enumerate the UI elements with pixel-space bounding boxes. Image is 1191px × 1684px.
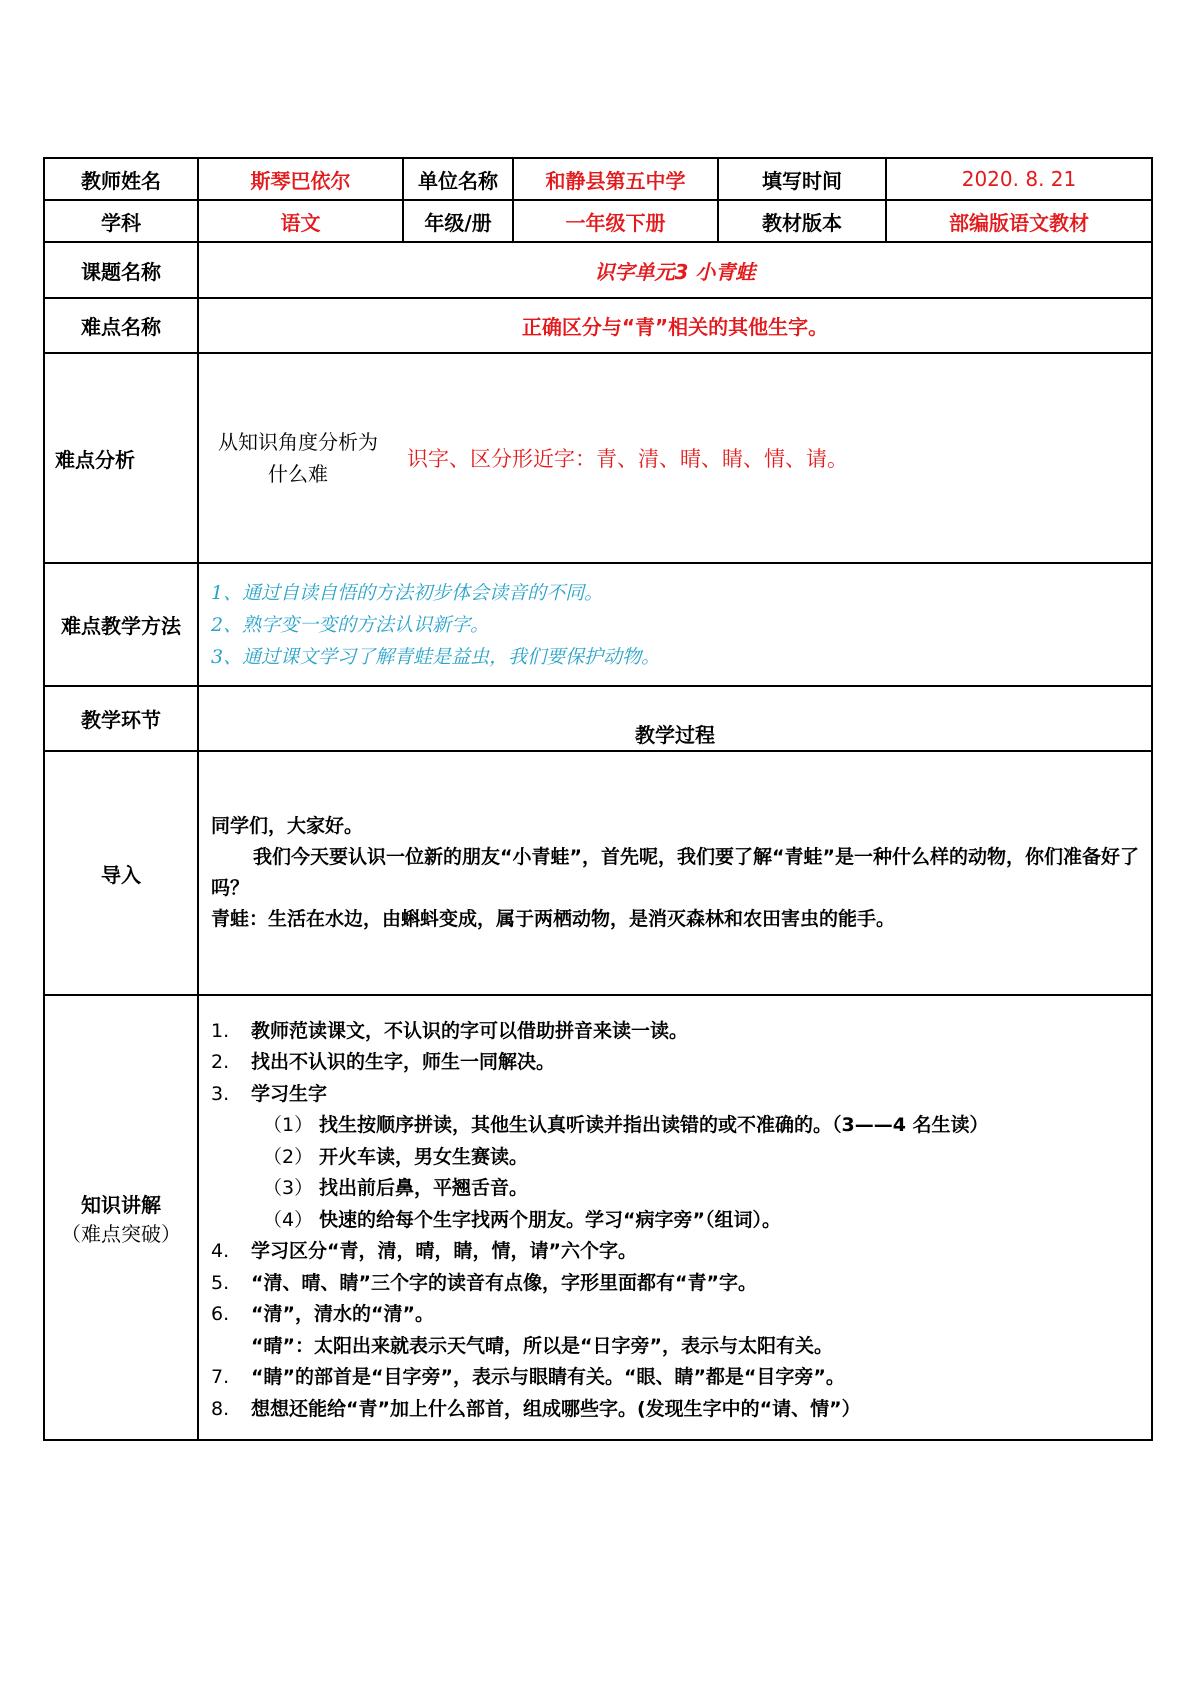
methods-label: 难点教学方法: [44, 563, 198, 686]
analysis-sub-label-line1: 从知识角度分析为: [218, 430, 378, 454]
teacher-value: 斯琴巴依尔: [198, 158, 403, 200]
topic-value: 识字单元3 小青蛙: [198, 242, 1152, 298]
analysis-label: 难点分析: [44, 353, 198, 563]
step-text: 想想还能给“青”加上什么部首，组成哪些字。(发现生字中的“请、情”）: [251, 1397, 861, 1420]
topic-row: [44, 242, 1152, 298]
intro-row: [44, 751, 1152, 995]
step-number: 3.: [211, 1082, 230, 1105]
grade-label: 年级/册: [403, 200, 513, 242]
step-number: 5.: [211, 1271, 230, 1294]
analysis-sub-label: [199, 354, 397, 562]
step-number: 1.: [211, 1019, 230, 1042]
lesson-plan-table: [43, 157, 1153, 1441]
knowledge-label-line1: 知识讲解: [81, 1192, 161, 1217]
teacher-label: 教师姓名: [44, 158, 198, 200]
step-continuation: “晴”：太阳出来就表示天气晴，所以是“日字旁”，表示与太阳有关。: [251, 1334, 833, 1357]
step-text: 教师范读课文，不认识的字可以借助拼音来读一读。: [251, 1019, 689, 1042]
knowledge-label: [44, 995, 198, 1440]
analysis-value: 识字、区分形近字：青、清、晴、睛、情、请。: [407, 447, 848, 471]
step-text: “清、晴、睛”三个字的读音有点像，字形里面都有“青”字。: [251, 1271, 757, 1294]
method-item: 1、通过自读自悟的方法初步体会读音的不同。: [211, 581, 604, 604]
knowledge-row: [44, 995, 1152, 1440]
analysis-cell: [198, 353, 1152, 563]
intro-content: [198, 751, 1152, 995]
step-item: [211, 1016, 1139, 1048]
substep-item: [211, 1110, 1139, 1142]
intro-line: 同学们，大家好。: [211, 815, 364, 837]
process-value: 教学过程: [198, 686, 1152, 751]
grade-value: 一年级下册: [513, 200, 718, 242]
header-row-2: [44, 200, 1152, 242]
analysis-sub-label-line2: 什么难: [268, 462, 328, 486]
edition-value: 部编版语文教材: [886, 200, 1152, 242]
knowledge-label-line2: （难点突破）: [61, 1221, 181, 1246]
step-text: 学习生字: [251, 1082, 328, 1105]
methods-row: [44, 563, 1152, 686]
topic-label: 课题名称: [44, 242, 198, 298]
step-text: “清”，清水的“清”。: [251, 1303, 434, 1326]
difficulty-label: 难点名称: [44, 298, 198, 353]
substep-item: [211, 1142, 1139, 1174]
substep-number: （2）: [263, 1145, 314, 1168]
step-text: “睛”的部首是“目字旁”，表示与眼睛有关。“眼、睛”都是“目字旁”。: [251, 1366, 845, 1389]
step-number: 7.: [211, 1366, 230, 1389]
substep-text: 找出前后鼻，平翘舌音。: [319, 1177, 529, 1200]
step-item: [211, 1236, 1139, 1268]
date-label: 填写时间: [718, 158, 886, 200]
method-item: 3、通过课文学习了解青蛙是益虫，我们要保护动物。: [211, 645, 661, 668]
unit-label: 单位名称: [403, 158, 513, 200]
intro-line: 我们今天要认识一位新的朋友“小青蛙”，首先呢，我们要了解“青蛙”是一种什么样的动物，你们准备好了吗？: [211, 846, 1139, 899]
step-number: 4.: [211, 1240, 230, 1263]
step-text: 找出不认识的生字，师生一同解决。: [251, 1051, 556, 1074]
subject-value: 语文: [198, 200, 403, 242]
step-item: [211, 1268, 1139, 1300]
step-text: 学习区分“青，清，晴，睛，情，请”六个字。: [251, 1240, 637, 1263]
intro-line: 青蛙：生活在水边，由蝌蚪变成，属于两栖动物，是消灭森林和农田害虫的能手。: [211, 908, 896, 930]
step-number: 8.: [211, 1397, 230, 1420]
process-label: 教学环节: [44, 686, 198, 751]
step-item: [211, 1047, 1139, 1079]
step-item: [211, 1079, 1139, 1111]
step-number: 6.: [211, 1303, 230, 1326]
process-row: [44, 686, 1152, 751]
substep-text: 开火车读，男女生赛读。: [319, 1145, 529, 1168]
subject-label: 学科: [44, 200, 198, 242]
knowledge-steps: [198, 995, 1152, 1440]
unit-value: 和静县第五中学: [513, 158, 718, 200]
step-item: [211, 1299, 1139, 1331]
step-item: [211, 1362, 1139, 1394]
analysis-row: [44, 353, 1152, 563]
step-item: [211, 1394, 1139, 1426]
substep-text: 快速的给每个生字找两个朋友。学习“病字旁”（组词）。: [319, 1208, 781, 1231]
substep-item: [211, 1205, 1139, 1237]
substep-text: 找生按顺序拼读，其他生认真听读并指出读错的或不准确的。（3——4 名生读）: [319, 1114, 989, 1137]
method-item: 2、熟字变一变的方法认识新字。: [211, 613, 490, 636]
date-value: 2020. 8. 21: [886, 158, 1152, 200]
substep-item: [211, 1173, 1139, 1205]
edition-label: 教材版本: [718, 200, 886, 242]
analysis-inner: [199, 354, 1151, 562]
difficulty-row: [44, 298, 1152, 353]
header-row-1: [44, 158, 1152, 200]
substep-number: （3）: [263, 1177, 314, 1200]
methods-list: [198, 563, 1152, 686]
substep-number: （4）: [263, 1208, 314, 1231]
difficulty-value: 正确区分与“青”相关的其他生字。: [198, 298, 1152, 353]
step-number: 2.: [211, 1051, 230, 1074]
substep-number: （1）: [263, 1114, 314, 1137]
intro-label: 导入: [44, 751, 198, 995]
